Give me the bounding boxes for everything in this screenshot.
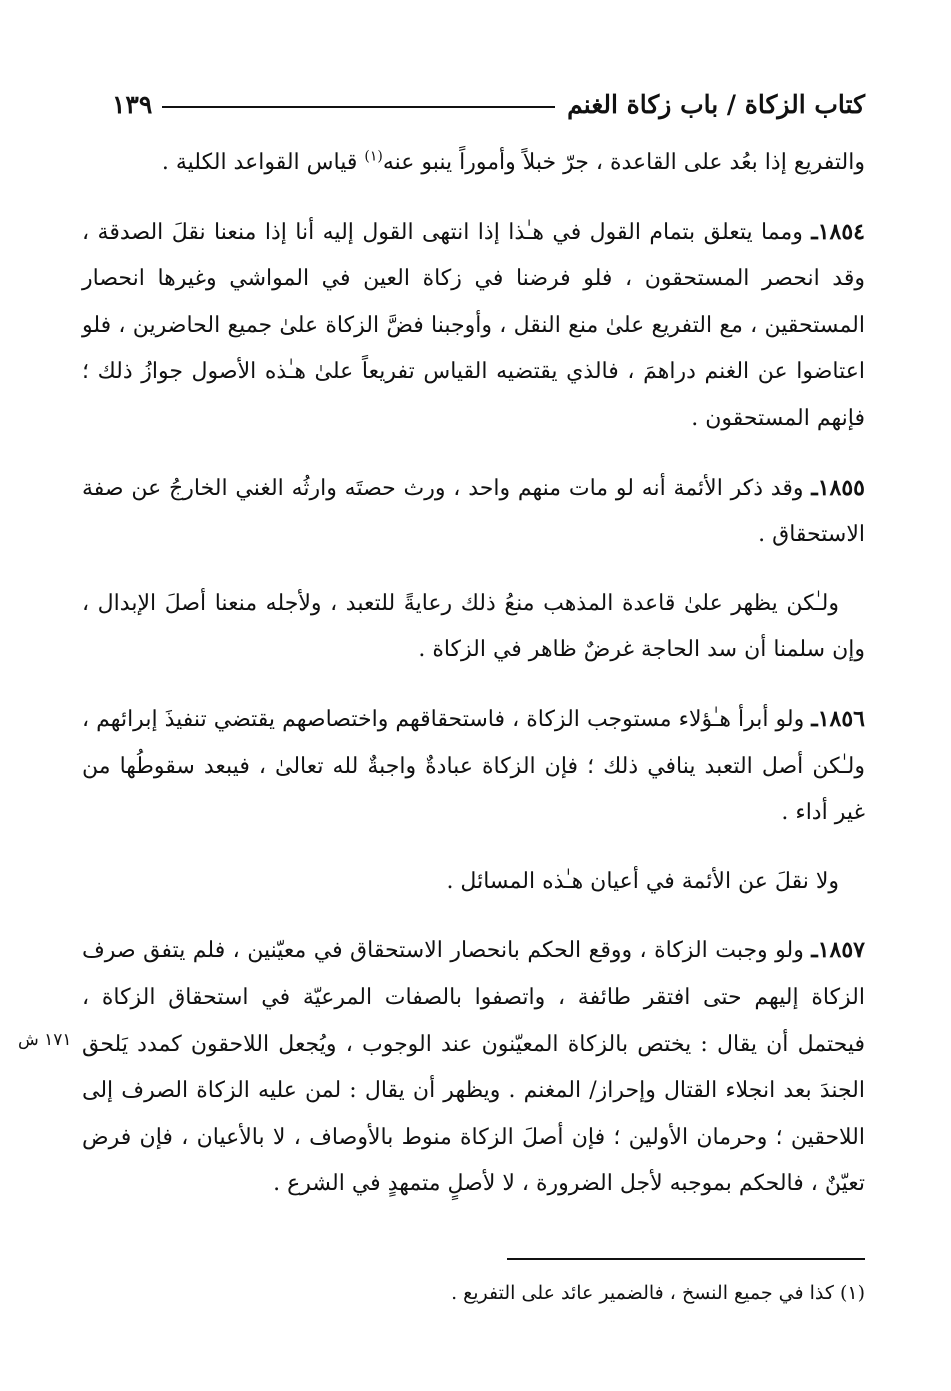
paragraph-1855-continued bbox=[82, 581, 865, 674]
paragraph-number: ١٨٥٦ـ bbox=[811, 705, 865, 732]
page-number: ١٣٩ bbox=[112, 89, 153, 119]
paragraph-number: ١٨٥٥ـ bbox=[811, 474, 865, 501]
paragraph-number: ١٨٥٧ـ bbox=[811, 937, 865, 964]
intro-text: والتفريع إذا بعُد على القاعدة ، جرّ خبلاً وأموراً ينبو عنه bbox=[382, 150, 865, 175]
paragraph-text: ولـٰكن يظهر علىٰ قاعدة المذهب منعُ ذلك رعايةً للتعبد ، ولأجله منعنا أصلَ الإبدال ، وإن سلمنا أن سد الحاجة غرضٌ ظاهر في الزكاة . bbox=[82, 590, 865, 663]
footnote-reference: (١) bbox=[364, 148, 383, 165]
paragraph-text: وقد ذكر الأئمة أنه لو مات منهم واحد ، ورث حصتَه وارثُه الغني الخارجُ عن صفة الاستحقاق . bbox=[82, 475, 865, 548]
paragraph-1856-continued bbox=[82, 859, 865, 906]
paragraph-text: ولو وجبت الزكاة ، ووقع الحكم بانحصار الاستحقاق في معيّنين ، فلم يتفق صرف الزكاة إليهم حتى افتقر طائفة ، واتصفوا بالصفات المرعيّة في استحقاق الزكاة ، فيحتمل أن يقال : يختص بالزكاة المعيّنون عند الوجوب ، ويُجعل اللاحقون كمدد يَلحق الجندَ بعد انجلاء القتال وإحراز/ المغنم . ويظهر أن يقال : لمن عليه الزكاة الصرف إلى اللاحقين ؛ وحرمان الأولين ؛ فإن أصلَ الزكاة منوط بالأوصاف ، لا بالأعيان ، فإن فرض تعيّنٌ ، فالحكم بموجبه لأجل الضرورة ، لا لأصلٍ متمهدٍ في الشرع . bbox=[82, 938, 865, 1197]
footnote bbox=[451, 1282, 865, 1304]
running-header bbox=[112, 84, 865, 124]
footnote-separator bbox=[507, 1258, 865, 1260]
paragraph-1857 bbox=[82, 927, 865, 1208]
intro-text-end: قياس القواعد الكلية . bbox=[161, 150, 365, 175]
paragraph-text: ولا نقلَ عن الأئمة في أعيان هـٰذه المسائل . bbox=[446, 868, 839, 894]
main-text bbox=[82, 140, 865, 1230]
paragraph-number: ١٨٥٤ـ bbox=[811, 218, 865, 245]
footnote-text: كذا في جميع النسخ ، فالضمير عائد على التفريع . bbox=[451, 1282, 834, 1304]
header-rule bbox=[162, 106, 555, 108]
paragraph-text: ومما يتعلق بتمام القول في هـٰذا إذا انتهى القول إليه أنا إذا منعنا نقلَ الصدقة ، وقد انحصر المستحقون ، فلو فرضنا في زكاة العين في المواشي وغيرها انحصار المستحقين ، مع التفريع علىٰ منع النقل ، وأوجبنا فضَّ الزكاة علىٰ جميع الحاضرين ، فلو اعتاضوا عن الغنم دراهمَ ، فالذي يقتضيه القياس تفريعاً علىٰ هـٰذه الأصول جوازُ ذلك ؛ فإنهم المستحقون . bbox=[82, 219, 865, 431]
paragraph-text: ولو أبرأ هـٰؤلاء مستوجب الزكاة ، فاستحقاقهم واختصاصهم يقتضي تنفيذَ إبرائهم ، ولـٰكن أصل التعبد ينافي ذلك ؛ فإن الزكاة عبادةٌ واجبةٌ لله تعالىٰ ، فيبعد سقوطُها من غير أداء . bbox=[82, 706, 865, 826]
manuscript-folio-note: ١٧١ ش bbox=[18, 1030, 72, 1050]
paragraph-1855 bbox=[82, 465, 865, 559]
intro-paragraph bbox=[82, 140, 865, 187]
footnote-marker: (١) bbox=[839, 1282, 865, 1304]
paragraph-1854 bbox=[82, 209, 865, 443]
paragraph-1856 bbox=[82, 696, 865, 837]
header-title: كتاب الزكاة / باب زكاة الغنم bbox=[567, 89, 865, 119]
